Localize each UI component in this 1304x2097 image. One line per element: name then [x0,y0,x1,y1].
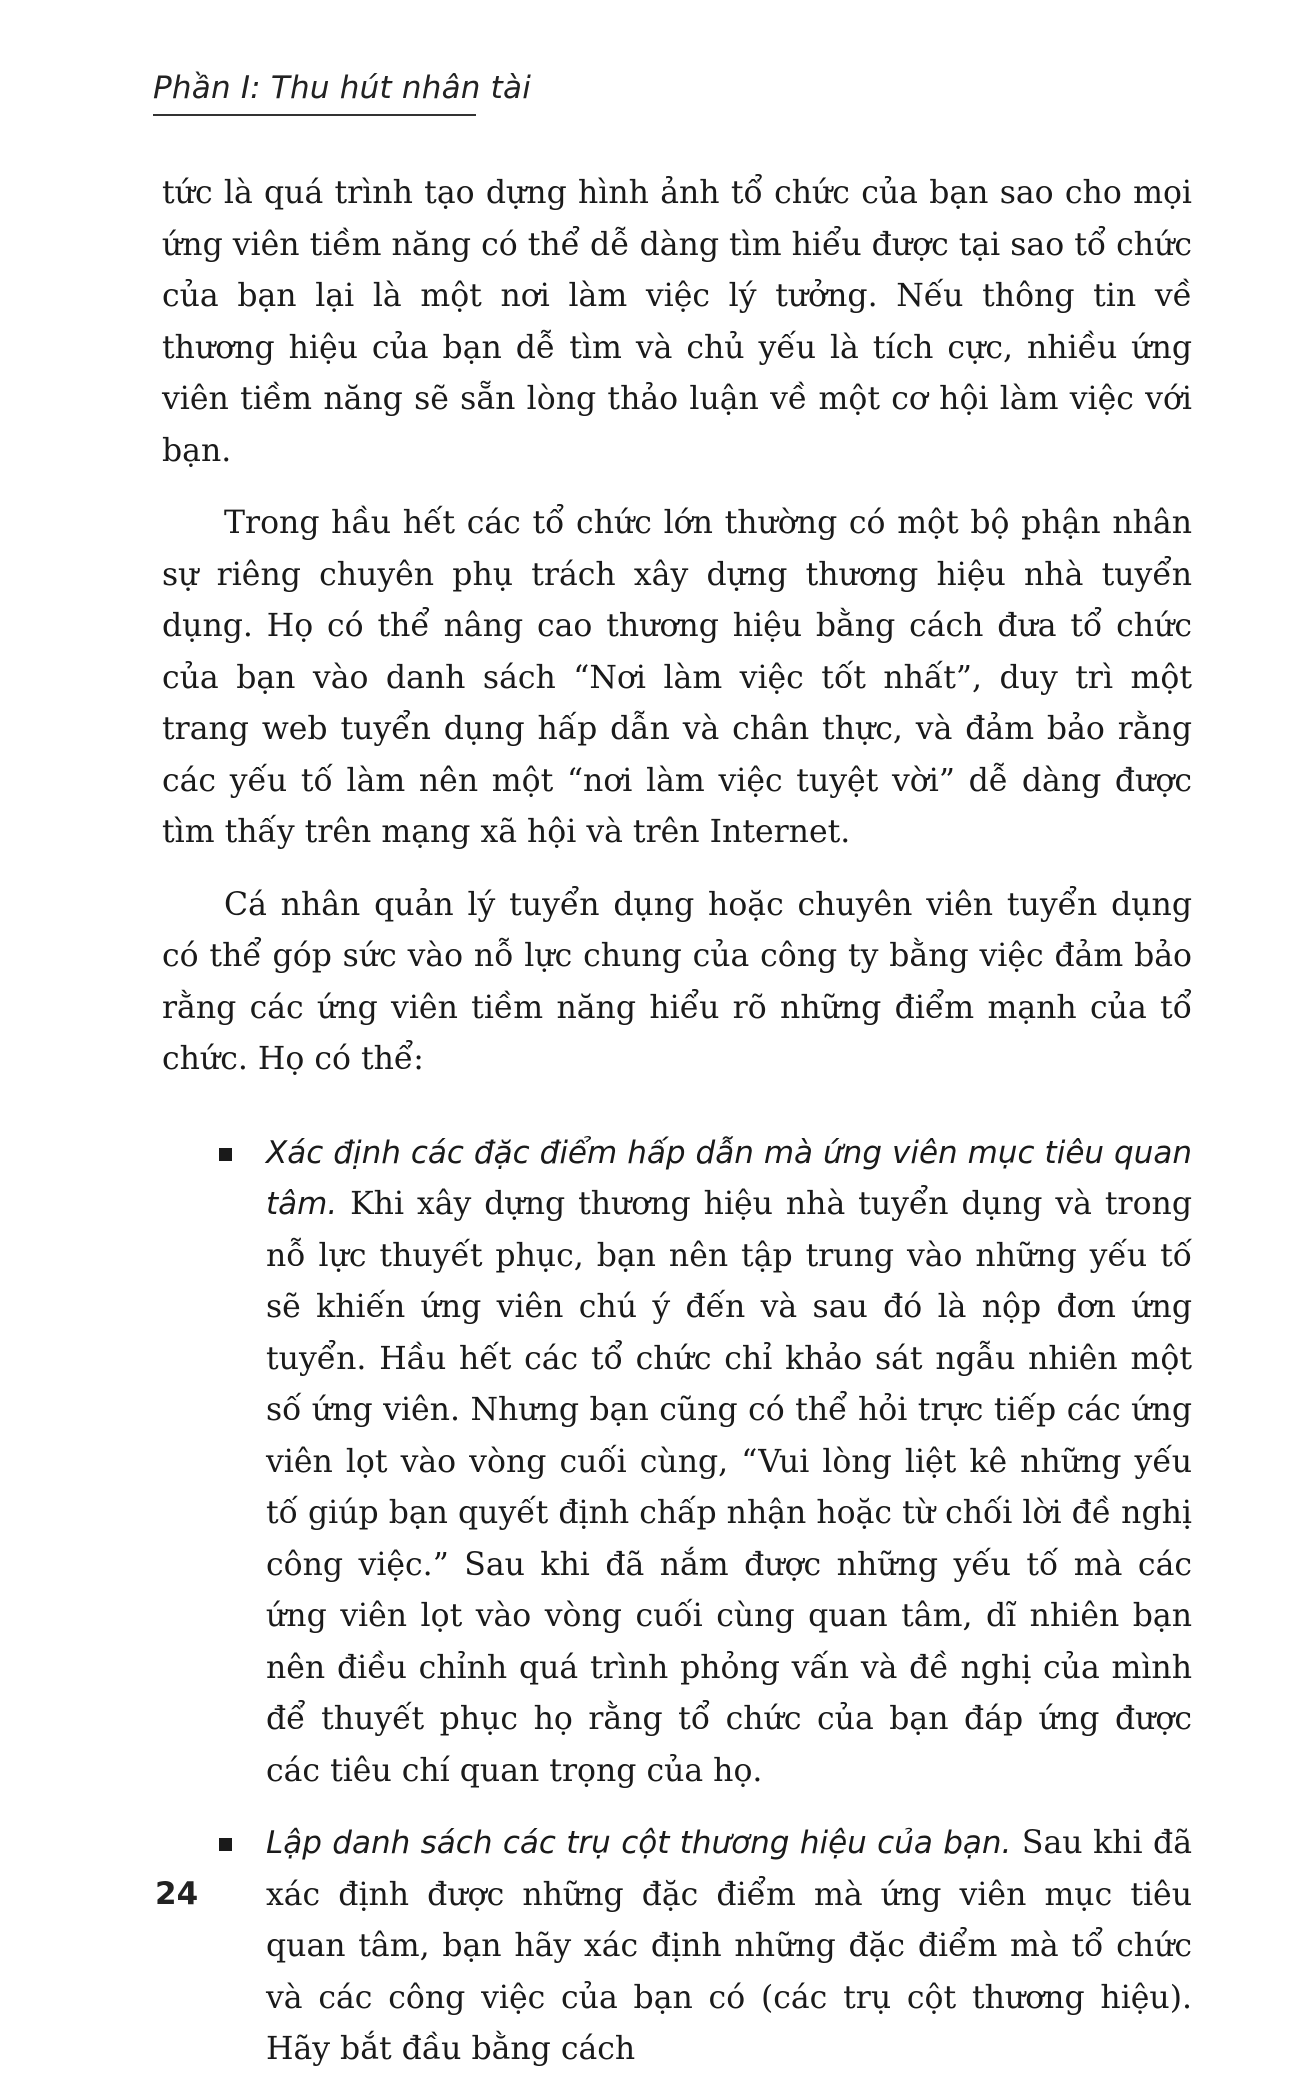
square-bullet-icon [219,1148,232,1161]
bullet-lead: Xác định các đặc điểm hấp dẫn mà ứng viên mục tiêu quan tâm. [266,1134,1192,1222]
page-number: 24 [155,1876,199,1912]
running-header: Phần I: Thu hút nhân tài [153,70,532,106]
bullet-list [162,1128,1192,2076]
bullet-item [162,1818,1192,2076]
paragraph: Trong hầu hết các tổ chức lớn thường có một bộ phận nhân sự riêng chuyên phụ trách xây dựng thương hiệu nhà tuyển dụng. Họ có thể nâng cao thương hiệu bằng cách đưa tổ chức của bạn vào danh sách “Nơi làm việc tốt nhất”, duy trì một trang web tuyển dụng hấp dẫn và chân thực, và đảm bảo rằng các yếu tố làm nên một “nơi làm việc tuyệt vời” dễ dàng được tìm thấy trên mạng xã hội và trên Internet. [162,505,1192,850]
square-bullet-icon [219,1838,232,1851]
paragraph: Cá nhân quản lý tuyển dụng hoặc chuyên viên tuyển dụng có thể góp sức vào nỗ lực chung của công ty bằng việc đảm bảo rằng các ứng viên tiềm năng hiểu rõ những điểm mạnh của tổ chức. Họ có thể: [162,886,1192,1077]
paragraph: tức là quá trình tạo dựng hình ảnh tổ chức của bạn sao cho mọi ứng viên tiềm năng có thể dễ dàng tìm hiểu được tại sao tổ chức của bạn lại là một nơi làm việc lý tưởng. Nếu thông tin về thương hiệu của bạn dễ tìm và chủ yếu là tích cực, nhiều ứng viên tiềm năng sẽ sẵn lòng thảo luận về một cơ hội làm việc với bạn. [162,175,1192,469]
body-text [162,168,1192,2097]
bullet-text: Sau khi đã xác định được những đặc điểm mà ứng viên mục tiêu quan tâm, bạn hãy xác định những đặc điểm mà tổ chức và các công việc của bạn có (các trụ cột thương hiệu). Hãy bắt đầu bằng cách [266,1825,1192,2067]
bullet-item [162,1128,1192,1798]
bullet-lead: Lập danh sách các trụ cột thương hiệu của bạn. [266,1825,1012,1861]
header-underline [153,114,476,116]
bullet-text: Khi xây dựng thương hiệu nhà tuyển dụng và trong nỗ lực thuyết phục, bạn nên tập trung vào những yếu tố sẽ khiến ứng viên chú ý đến và sau đó là nộp đơn ứng tuyển. Hầu hết các tổ chức chỉ khảo sát ngẫu nhiên một số ứng viên. Nhưng bạn cũng có thể hỏi trực tiếp các ứng viên lọt vào vòng cuối cùng, “Vui lòng liệt kê những yếu tố giúp bạn quyết định chấp nhận hoặc từ chối lời đề nghị công việc.” Sau khi đã nắm được những yếu tố mà các ứng viên lọt vào vòng cuối cùng quan tâm, dĩ nhiên bạn nên điều chỉnh quá trình phỏng vấn và đề nghị của mình để thuyết phục họ rằng tổ chức của bạn đáp ứng được các tiêu chí quan trọng của họ. [266,1186,1192,1789]
